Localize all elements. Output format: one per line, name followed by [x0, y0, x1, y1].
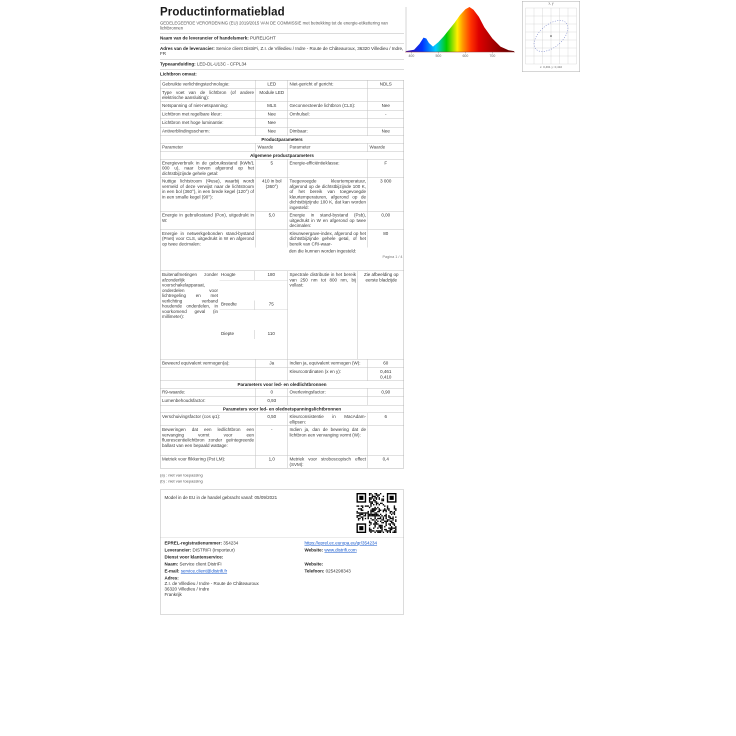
param-value: 1,0	[256, 456, 288, 469]
param-value: Module LED	[256, 89, 288, 102]
phone-value: 0254298343	[325, 568, 351, 574]
param-label: Dimbaar:	[288, 127, 368, 135]
spectral-ref-value: Zie afbeelding op eerste bladzijde	[358, 271, 405, 359]
param-value: Nee	[256, 110, 288, 118]
param-label: Kleurconsistentie in MacAdam-ellipsen:	[289, 414, 366, 425]
divider	[160, 43, 404, 44]
colour-coordinate-x: 0,461	[380, 369, 392, 374]
divider	[161, 538, 404, 539]
eprel-row	[165, 541, 400, 547]
supplier-address-label: Adres van de leverancier:	[160, 45, 215, 51]
param-label: Lumenbehoudsfactor:	[162, 398, 206, 403]
column-header: Parameter	[162, 144, 184, 150]
supplier-name-row	[160, 36, 404, 41]
param-value: F	[368, 159, 404, 177]
model-market-date: Model in de EU in de handel gebracht vanaf: 05/09/2021	[164, 495, 278, 500]
param-value	[368, 397, 404, 405]
param-value: 410 in bol (360°)	[256, 178, 288, 212]
service-name-row	[165, 562, 400, 568]
supplier-label: Leverancier:	[164, 547, 192, 553]
table-row	[161, 388, 404, 397]
address-line: 36320 Villedieu / Indre	[164, 586, 210, 592]
spectral-ref-label: Spectrale distributie in het bereik van 250 nm tot 800 nm, bij vollast:	[288, 271, 358, 359]
name-value: Service client DistriFi	[179, 561, 222, 567]
dimension-key: Diepte	[221, 331, 235, 336]
param-value: 80	[368, 230, 404, 248]
param-value: Nee	[256, 119, 288, 127]
scope-row	[160, 72, 404, 77]
param-value: Nee	[368, 127, 404, 135]
param-value: 0,93	[256, 397, 288, 405]
param-value: 3 000	[368, 178, 404, 212]
eprel-cell	[165, 541, 305, 547]
page-title: Productinformatieblad	[160, 5, 285, 18]
table-row	[161, 229, 404, 247]
address-row	[165, 576, 400, 598]
param-value: 0	[256, 389, 288, 397]
param-value: 5,0	[256, 212, 288, 230]
table-row	[161, 159, 404, 177]
param-label: Energie in netwerkgebonden stand-bystand (Pnet) voor CLS, uitgedrukt in W en afgerond op twee decimalen:	[162, 230, 254, 247]
param-label: Omhulsel:	[288, 110, 368, 118]
chromaticity-title: x, y	[548, 2, 554, 6]
divider	[160, 59, 404, 60]
svg-text:400: 400	[408, 54, 415, 58]
address-line: Z.I. de Villedieu / Indre - Route de Châteauroux	[164, 581, 259, 586]
param-value: NDLS	[368, 80, 404, 88]
param-label: Metriek voor flikkering (Pst LM):	[162, 456, 226, 462]
dimension-value: 110	[255, 330, 288, 339]
email-cell	[165, 569, 305, 575]
param-label: Indien ja, equivalent vermogen (W):	[288, 360, 368, 368]
dimension-value: 180	[255, 271, 288, 281]
table-row	[161, 110, 404, 119]
website-label: Website:	[304, 561, 324, 567]
service-website-cell	[305, 562, 400, 568]
spectrum-area	[406, 7, 514, 52]
name-label: Naam:	[164, 561, 179, 567]
table-row	[161, 127, 404, 136]
table-row	[161, 88, 404, 101]
param-value: -	[256, 426, 288, 455]
param-label	[288, 119, 368, 127]
param-value: 0,00	[368, 212, 404, 230]
table-row	[161, 426, 404, 456]
spectrum-svg	[401, 2, 517, 66]
param-value: 5	[256, 159, 288, 177]
svg-text:600: 600	[462, 54, 469, 58]
table-row	[161, 397, 404, 406]
supplier-name-value: PURELIGHT	[250, 35, 276, 41]
param-label: R9-waarde:	[162, 389, 186, 395]
param-value	[256, 368, 288, 381]
param-value: 60	[368, 360, 404, 368]
colour-coordinate-y: 0,410	[380, 374, 392, 380]
param-label: Overlevingsfactor:	[288, 389, 368, 397]
param-label: Energie-efficiëntieklasse:	[288, 159, 368, 177]
dimensions-subtable	[220, 271, 288, 359]
dimension-value: 75	[255, 301, 288, 311]
param-value: 0,50	[256, 413, 288, 426]
param-label: Nuttige lichtstroom (Φuse), waarbij wordt vermeld of deze verwijst naar de lichtstroom in een bol (360°), in een brede kegel (120°) of in een smalle kegel (90°):	[162, 178, 254, 200]
param-value: 0,4	[368, 456, 404, 469]
spectral-distribution-chart	[401, 2, 517, 66]
param-label: Energieverbruik in de gebruiksstand (kWh/1 000 u), naar boven afgerond op het dichtstbijzijnde gehele getal:	[162, 160, 254, 176]
section-header-led-mains: Parameters voor led- en olednetspanningslichtbronnen	[161, 405, 404, 413]
phone-cell	[305, 569, 400, 575]
dimensions-row	[161, 271, 404, 360]
phone-label: Telefoon:	[304, 568, 325, 574]
param-label	[288, 397, 368, 405]
param-label: Kleurcoördinaten (x en y):	[288, 368, 368, 381]
general-table	[160, 80, 404, 469]
service-header: Dienst voor klantenservice:	[164, 554, 224, 560]
param-value: 0,90	[368, 389, 404, 397]
param-label: Geconnecteerde lichtbron (CLS):	[288, 102, 368, 110]
param-value: Ja	[256, 360, 288, 368]
column-header: Waarde	[256, 143, 288, 151]
param-label	[161, 368, 256, 381]
param-value	[368, 368, 404, 381]
dimension-key: Breedte	[220, 301, 255, 311]
chromaticity-svg	[524, 6, 579, 66]
param-label: Beweerd equivalent vermogen(a):	[162, 360, 230, 366]
type-designation-row	[160, 61, 404, 66]
param-label: Indien ja, dan de bewering dat de lichtbron een vervanging vormt (W):	[288, 426, 368, 455]
page-break-row	[161, 248, 404, 271]
table-row	[161, 101, 404, 110]
column-header: Parameter	[288, 143, 368, 151]
model-row	[165, 493, 400, 535]
product-parameters-header: Productparameters	[161, 135, 404, 143]
param-value: Nee	[368, 102, 404, 110]
eprel-label: EPREL-registratienummer:	[164, 540, 223, 546]
footnote: (a) : niet van toepassing	[160, 473, 203, 478]
x-axis-ticks	[408, 52, 495, 58]
chromaticity-diagram	[522, 1, 580, 72]
param-label: Kleurweergave-index, afgerond op het dichtstbijzijnde gehele getal, of het bereik van CRI-waar-	[289, 230, 366, 247]
param-value: Nee	[256, 127, 288, 135]
divider	[160, 33, 404, 34]
param-value	[368, 89, 404, 102]
param-label: Lichtbron met regelbare kleur:	[162, 111, 222, 117]
supplier-value: DISTRIFI (Importeur)	[192, 547, 235, 553]
document-column	[160, 5, 404, 615]
section-header-general: Algemene productparameters	[161, 151, 404, 159]
table-row	[161, 368, 404, 381]
param-label: Energie in gebruiksstand (Pon), uitgedrukt in W:	[162, 212, 254, 223]
email-link[interactable]: service.client@distrifi.fr	[180, 568, 228, 574]
supplier-address-value: Service client DistriFi, Z.I. de Villedieu / Indre - Route de Châteauroux, 36320 Villedieu / Indre, FR	[160, 45, 404, 56]
address-block	[165, 576, 400, 598]
param-label: Netspanning of niet-netspanning:	[162, 102, 229, 108]
table-row	[161, 80, 404, 88]
param-label: Gebruikte verlichtingstechnologie:	[162, 81, 230, 87]
continued-text: den die kunnen worden ingesteld:	[289, 248, 357, 254]
address-label: Adres:	[164, 575, 179, 581]
param-value: MLS	[256, 102, 288, 110]
website-link[interactable]: www.distrifi.com	[324, 547, 357, 553]
table-row	[161, 211, 404, 229]
supplier-name-label: Naam van de leverancier of handelsmerk:	[160, 35, 249, 41]
param-value: -	[368, 110, 404, 118]
table-row	[161, 413, 404, 426]
param-label: Lichtbron met hoge luminantie:	[162, 119, 224, 125]
param-label: Antiverblindingsscherm:	[162, 128, 210, 134]
table-row	[161, 118, 404, 127]
column-header-row	[161, 143, 404, 152]
eprel-link[interactable]: https://eprel.ec.europa.eu/qr/354234	[304, 540, 378, 546]
email-label: E-mail:	[164, 568, 180, 574]
scope-label: Lichtbron omvat:	[160, 71, 197, 77]
eprel-number: 354234	[223, 540, 239, 546]
param-value: LED	[256, 80, 288, 88]
service-name-cell	[165, 562, 305, 568]
svg-text:700: 700	[489, 54, 496, 58]
table-row	[161, 177, 404, 211]
supplier-address-row	[160, 46, 404, 57]
column-header: Waarde	[368, 143, 404, 151]
param-label	[288, 89, 368, 102]
supplier-cell	[165, 548, 305, 554]
regulation-text: GEDELEGEERDE VERORDENING (EU) 2019/2015 VAN DE COMMISSIE met betrekking tot de energie-etikettering van lichtbronnen	[160, 20, 388, 31]
table-row	[161, 455, 404, 468]
table-row	[161, 359, 404, 368]
website-label: Website:	[304, 547, 324, 553]
svg-text:500: 500	[435, 54, 442, 58]
dimension-key: Hoogte	[220, 271, 255, 281]
param-label: Beweringen dat een ledlichtbron een vervanging vormt voor een fluorescentielichtbron zonder geïntegreerde ballast van een bepaald wattage:	[162, 427, 254, 448]
param-label: Metriek voor stroboscopisch effect (SVM):	[289, 456, 366, 467]
website-cell	[305, 548, 400, 554]
param-value	[368, 426, 404, 455]
divider	[160, 69, 404, 70]
param-value	[256, 230, 288, 248]
param-label: Type voet van de lichtbron (of andere elektrische aansluiting):	[162, 89, 254, 100]
section-header-led: Parameters voor led- en oledlichtbronnen	[161, 381, 404, 389]
qr-code	[357, 493, 397, 533]
service-header-row	[165, 555, 400, 561]
footnotes	[160, 473, 404, 485]
chromaticity-caption: x: 0,461 y: 0,410	[539, 66, 563, 69]
param-value	[368, 119, 404, 127]
footnote: (b) : niet van toepassing	[160, 479, 203, 484]
param-label: Verschuivingsfactor (cos φ1):	[162, 414, 221, 419]
type-designation-value: LED-DL-U13C - CFPL34	[196, 61, 247, 67]
supplier-row	[165, 548, 400, 554]
param-value: 6	[368, 413, 404, 426]
footer-box	[160, 490, 404, 615]
contact-row	[165, 569, 400, 575]
type-designation-label: Typeaanduiding:	[160, 61, 196, 67]
page-number: Pagina 1 / 4	[382, 254, 403, 259]
colour-point	[550, 35, 552, 37]
param-label: Energie in stand-bystand (Psb), uitgedrukt in W en afgerond op twee decimalen:	[289, 212, 366, 228]
dimensions-label: Buitenafmetingen zonder afzonderlijk voorschakelapparaat, onderdelen voor lichtregeling en met verlichting verband houdende onderdelen, in voorkomend geval (in millimeter):	[162, 272, 218, 319]
param-label: Toegevoegde kleurtemperatuur, afgerond op de dichtstbijzijnde 100 K, of het bereik van toegevoegde kleurtemperaturen, afgerond op de dichtstbijzijnde 100 K, dat kan worden ingesteld:	[289, 178, 366, 210]
param-label: Niet-gericht of gericht:	[288, 80, 368, 88]
address-line: Frankrijk	[164, 592, 182, 597]
